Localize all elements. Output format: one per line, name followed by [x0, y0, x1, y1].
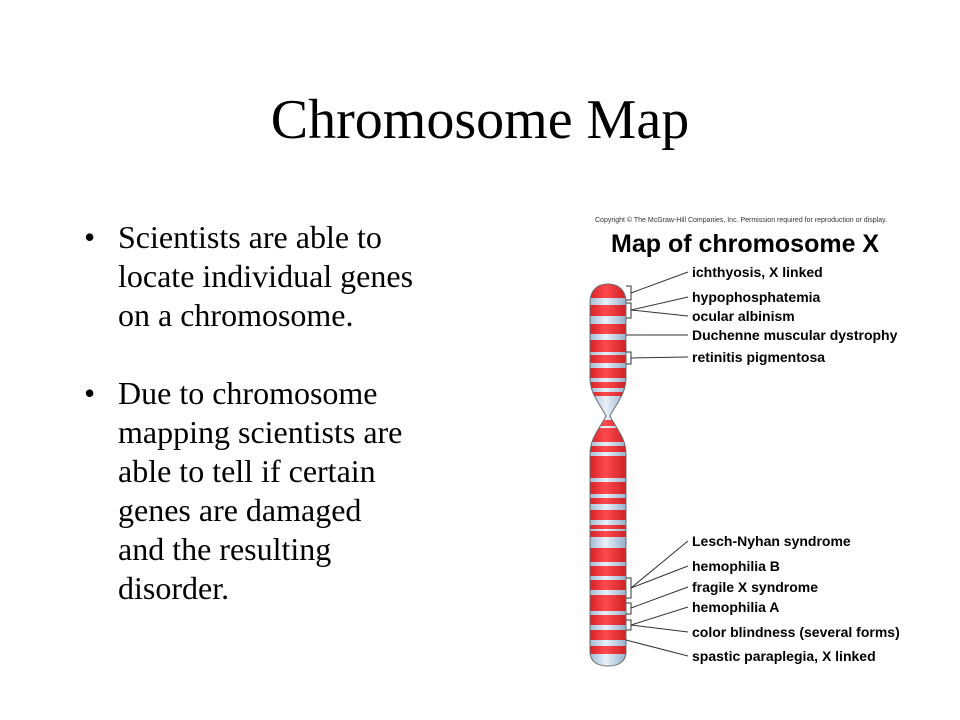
chromosome-band	[585, 340, 631, 352]
chromosome-band	[585, 368, 631, 378]
chromosome-band	[585, 566, 631, 576]
bullet-line: able to tell if certain	[118, 453, 376, 489]
bullet-line: locate individual genes	[118, 258, 414, 294]
gene-label: hypophosphatemia	[692, 289, 821, 305]
chromosome-band	[585, 446, 631, 452]
bullet-line: disorder.	[118, 570, 230, 606]
locus-brackets	[626, 286, 631, 630]
chromosome-band	[585, 456, 631, 478]
chromosome-band	[585, 525, 631, 529]
figure-title: Map of chromosome X	[611, 230, 880, 258]
chromosome-band	[585, 392, 631, 396]
chromosome-band	[585, 284, 631, 298]
chromosome-band	[585, 630, 631, 640]
gene-label: ichthyosis, X linked	[692, 264, 823, 280]
chromosome-band	[585, 646, 631, 654]
bullet-marker: •	[84, 219, 96, 255]
chromosome-band	[585, 595, 631, 611]
gene-label: fragile X syndrome	[692, 579, 819, 595]
slide-title: Chromosome Map	[270, 89, 690, 151]
gene-label: retinitis pigmentosa	[692, 349, 826, 365]
figure-copyright: Copyright © The McGraw-Hill Companies, Inc. Permission required for reproduction or display.	[595, 217, 888, 224]
chromosome-band	[585, 428, 631, 442]
chromosome-band	[585, 482, 631, 494]
chromosome-band	[585, 615, 631, 625]
bullet-line: genes are damaged	[118, 492, 362, 528]
chromosome-band	[585, 355, 631, 363]
gene-label: hemophilia B	[692, 558, 780, 574]
gene-label: color blindness (several forms)	[692, 624, 900, 640]
gene-label: spastic paraplegia, X linked	[692, 648, 876, 664]
chromosome	[585, 280, 631, 670]
bullet-marker: •	[84, 375, 96, 411]
bullet-line: and the resulting	[118, 531, 332, 567]
bullet-line: mapping scientists are	[118, 414, 403, 450]
chromosome-band	[585, 305, 631, 316]
leader-lines	[626, 272, 688, 656]
gene-label: Lesch-Nyhan syndrome	[692, 533, 851, 549]
chromosome-band	[585, 420, 631, 426]
chromosome-band	[585, 382, 631, 388]
gene-label: Duchenne muscular dystrophy	[692, 327, 898, 343]
chromosome-band	[585, 548, 631, 562]
chromosome-band	[585, 531, 631, 537]
gene-label: hemophilia A	[692, 599, 780, 615]
chromosome-band	[585, 510, 631, 520]
chromosome-band	[585, 324, 631, 334]
chromosome-band	[585, 580, 631, 590]
bullet-line: Scientists are able to	[118, 219, 382, 255]
chromosome-band	[585, 498, 631, 504]
bullet-line: on a chromosome.	[118, 297, 354, 333]
bullet-line: Due to chromosome	[118, 375, 378, 411]
gene-label: ocular albinism	[692, 308, 795, 324]
